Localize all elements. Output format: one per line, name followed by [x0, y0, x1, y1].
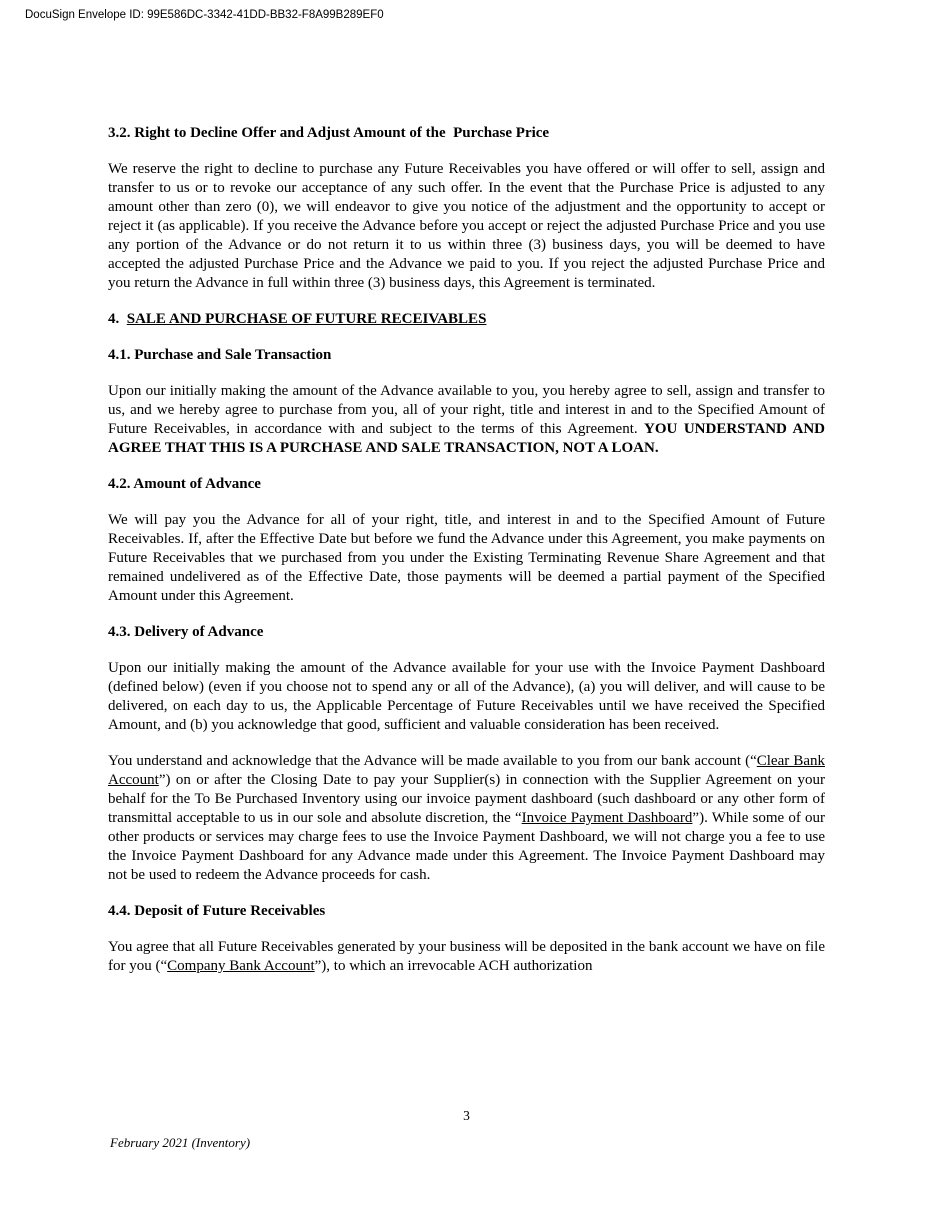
paragraph-4-3-b: You understand and acknowledge that the Advance will be made available to you from our bank account (“Clear Bank Account”) on or after the Closing Date to pay your Supplier(s) in connection with the Supplier Agreement on your behalf for the To Be Purchased Inventory using our invoice payment dashboard (such dashboard or any other form of transmittal acceptable to us in our sole and absolute discretion, the “Invoice Payment Dashboard”). While some of our other products or services may charge fees to use the Invoice Payment Dashboard, we will not charge you a fee to use the Invoice Payment Dashboard for any Advance made under this Agreement. The Invoice Payment Dashboard may not be used to redeem the Advance proceeds for cash.	[108, 753, 826, 883]
section-heading-4-1: 4.1. Purchase and Sale Transaction	[108, 347, 332, 363]
paragraph-4-2: We will pay you the Advance for all of your right, title, and interest in and to the Specified Amount of Future Receivables. If, after the Effective Date but before we fund the Advance under this Agreement, you make payments on Future Receivables that we purchased from you under the Existing Terminating Revenue Share Agreement and that remained undelivered as of the Effective Date, those payments will be deemed a partial payment of the Specified Amount under this Agreement.	[108, 512, 825, 604]
section-heading-4-2: 4.2. Amount of Advance	[108, 476, 261, 492]
section-heading-4-3: 4.3. Delivery of Advance	[108, 624, 264, 640]
page-number: 3	[463, 1108, 470, 1123]
docusign-envelope-id: DocuSign Envelope ID: 99E586DC-3342-41DD-BB32-F8A99B289EF0	[25, 9, 384, 21]
section-heading-4-4: 4.4. Deposit of Future Receivables	[108, 903, 326, 919]
section-heading-3-2: 3.2. Right to Decline Offer and Adjust Amount of the Purchase Price	[108, 125, 550, 141]
paragraph-3-2: We reserve the right to decline to purchase any Future Receivables you have offered or will offer to sell, assign and transfer to us or to revoke our acceptance of any such offer. In the event that the Purchase Price is adjusted to any amount other than zero (0), we will endeavor to give you notice of the adjustment and the opportunity to accept or reject it (as applicable). If you receive the Advance before you accept or reject the adjusted Purchase Price and you use any portion of the Advance or do not return it to us within three (3) business days, you will be deemed to have accepted the adjusted Purchase Price and the Advance we paid to you. If you reject the adjusted Purchase Price and you return the Advance in full within three (3) business days, this Agreement is terminated.	[108, 161, 825, 291]
paragraph-4-4: You agree that all Future Receivables generated by your business will be deposited in the bank account we have on file for you (“Company Bank Account”), to which an irrevocable ACH authorization	[108, 939, 825, 974]
document-body	[108, 124, 825, 993]
paragraph-4-1: Upon our initially making the amount of the Advance available to you, you hereby agree to sell, assign and transfer to us, and we hereby agree to purchase from you, all of your right, title and interest in and to the Specified Amount of Future Receivables, in accordance with and subject to the terms of this Agreement. YOU UNDERSTAND AND AGREE THAT THIS IS A PURCHASE AND SALE TRANSACTION, NOT A LOAN.	[108, 383, 825, 456]
footer-version-note: February 2021 (Inventory)	[110, 1135, 251, 1150]
section-heading-4: 4. SALE AND PURCHASE OF FUTURE RECEIVABLES	[108, 311, 487, 327]
paragraph-4-3-a: Upon our initially making the amount of the Advance available for your use with the Invoice Payment Dashboard (defined below) (even if you choose not to spend any or all of the Advance), (a) you will deliver, and will cause to be delivered, on each day to us, the Applicable Percentage of Future Receivables until we have received the Specified Amount, and (b) you acknowledge that good, sufficient and valuable consideration has been received.	[108, 660, 825, 733]
